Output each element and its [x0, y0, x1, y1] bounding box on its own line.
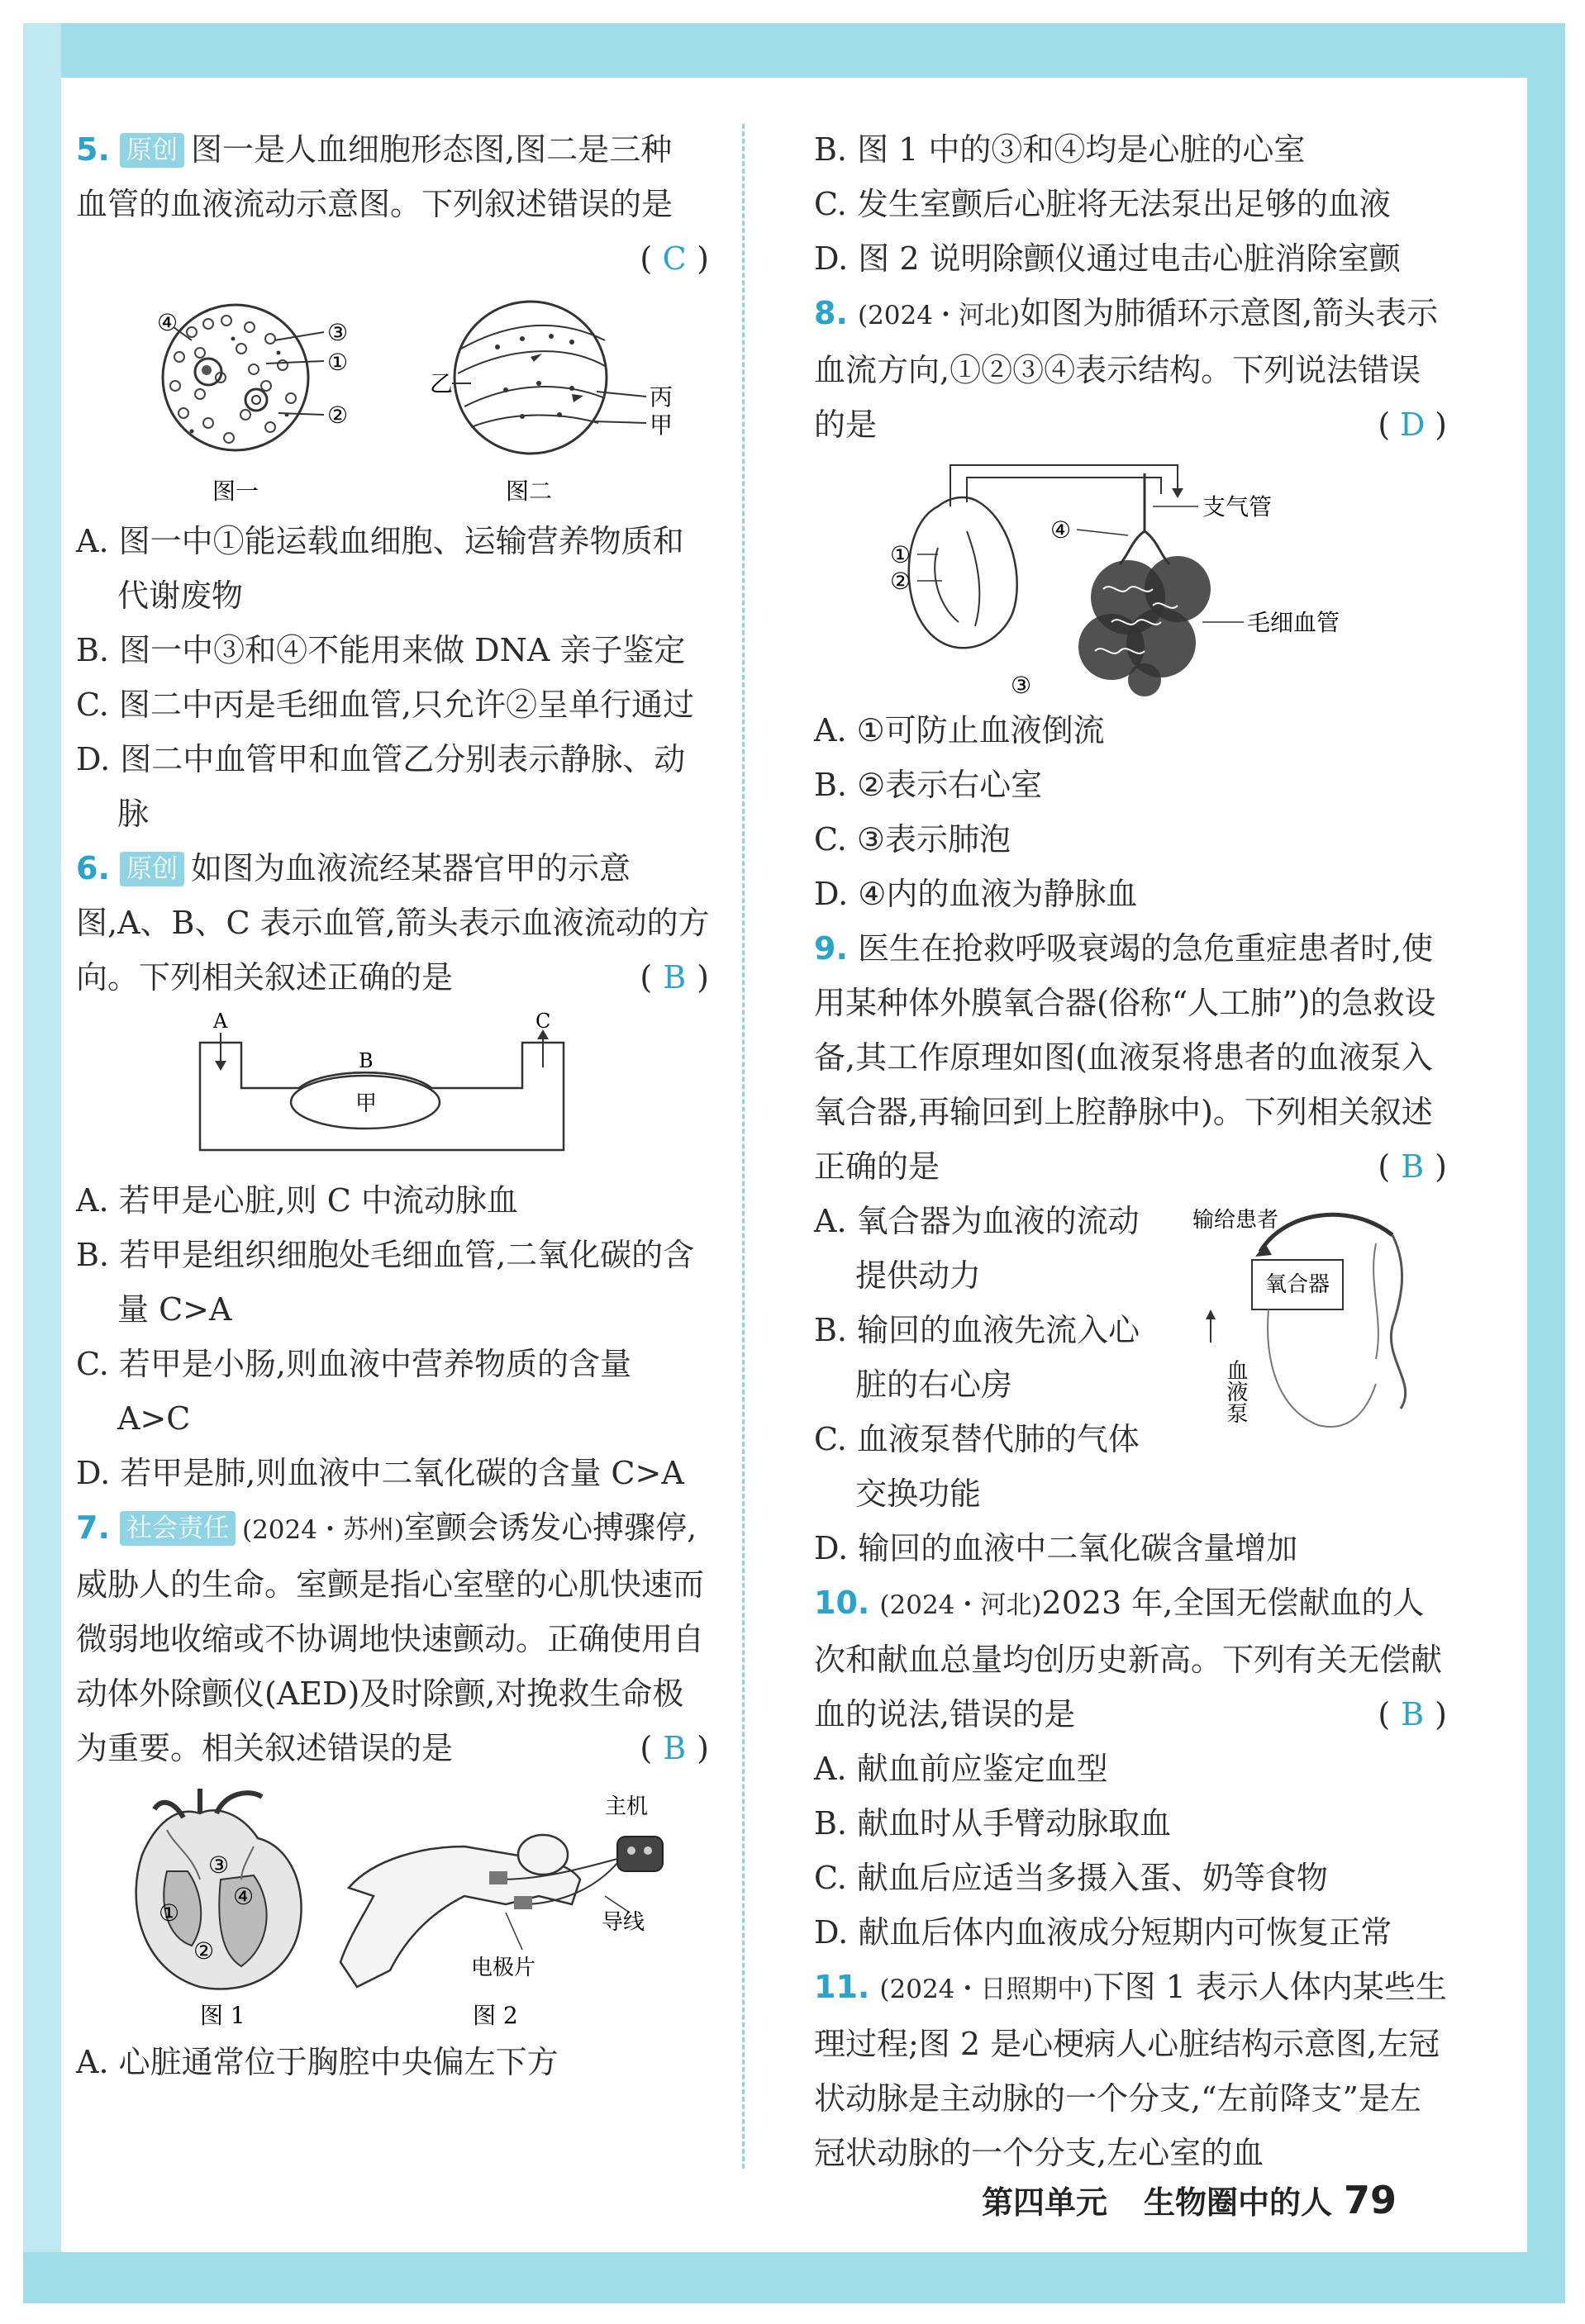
bottom-color-band [23, 2252, 1565, 2303]
label-to-patient: 输给患者 [1192, 1208, 1279, 1233]
option-a: A. 若甲是心脏,则 C 中流动脉血 [76, 1182, 518, 1219]
label-2: ② [327, 402, 349, 429]
question-number: 10. [814, 1585, 870, 1621]
aed-illustration [340, 1794, 663, 2028]
option-a: A. 献血前应鉴定血型 [814, 1751, 1108, 1787]
right-column [814, 122, 1450, 2180]
label-4: ④ [157, 309, 178, 336]
heart-and-aed-figure [76, 1780, 712, 2028]
option-c: C. 发生室颤后心脏将无法泵出足够的血液 [814, 186, 1391, 222]
label-2: ② [193, 1937, 215, 1965]
question-stem: 室颤会诱发心搏骤停,威胁人的生命。室颤是指心室壁的心肌快速而微弱地收缩或不协调地快速颤动。正确使用自动体外除颤仪(AED)及时除颤,对挽救生命极为重要。相关叙述错误的是 [76, 1509, 705, 1766]
lung-capillary-cluster [1078, 556, 1211, 696]
question-number: 6. [76, 850, 110, 886]
answer-value: D [1399, 406, 1426, 443]
question-number: 8. [814, 295, 848, 331]
question-stem: 图一是人血细胞形态图,图二是三种 [190, 131, 673, 168]
label-4: ④ [233, 1883, 255, 1910]
answer-bracket: ( D ) [1378, 397, 1447, 452]
question-stem: 医生在抢救呼吸衰竭的急危重症患者时,使用某种体外膜氧合器(俗称“人工肺”)的急救设备,其工作原理如图(血液泵将患者的血液泵入氧合器,再输回到上腔静脉中)。下列相关叙述正确的是 [814, 930, 1436, 1185]
question-number: 7. [76, 1509, 110, 1546]
answer-bracket: ( B ) [640, 1721, 709, 1775]
label-bing: 丙 [650, 383, 674, 411]
figure-caption: 图 2 [473, 2002, 518, 2028]
answer-bracket: ( B ) [1378, 1139, 1447, 1194]
question-source: (2024・河北) [857, 301, 1021, 330]
footer-unit: 第四单元 [982, 2184, 1108, 2221]
option-c: C. ③表示肺泡 [814, 821, 1011, 858]
label-organ: 甲 [355, 1091, 378, 1116]
answer-value: B [663, 959, 687, 996]
option-d: D. 若甲是肺,则血液中二氧化碳的含量 C>A [76, 1455, 684, 1491]
answer-value: B [1401, 1148, 1425, 1185]
page-footer [982, 2177, 1397, 2222]
left-color-band [23, 23, 61, 2303]
label-2: ② [890, 568, 911, 595]
option-a: A. 图一中①能运载血细胞、运输营养物质和代谢废物 [76, 523, 684, 614]
question-6-figure [76, 1010, 712, 1167]
column-divider [742, 124, 745, 2169]
question-8 [814, 286, 1450, 921]
answer-value: B [663, 1730, 687, 1766]
question-7 [76, 1500, 712, 2089]
top-color-band [23, 23, 1565, 78]
question-source: (2024・河北) [879, 1590, 1042, 1620]
option-b: B. 献血时从手臂动脉取血 [814, 1805, 1172, 1842]
option-c: C. 图二中丙是毛细血管,只允许②呈单行通过 [76, 687, 694, 723]
answer-value: B [1401, 1696, 1425, 1732]
question-number: 9. [814, 930, 848, 967]
question-stem: 2023 年,全国无偿献血的人次和献血总量均创历史新高。下列有关无偿献血的说法,错误的是 [814, 1585, 1443, 1732]
label-c: C [535, 1010, 551, 1033]
pulmonary-circulation-diagram [814, 457, 1450, 696]
label-blood-pump: 血液泵 [1223, 1359, 1248, 1423]
figure-caption: 图 1 [200, 2002, 245, 2028]
option-d: D. 输回的血液中二氧化碳含量增加 [814, 1530, 1298, 1566]
question-7-continued [814, 122, 1450, 286]
label-bronchus: 支气管 [1202, 493, 1273, 520]
option-b: B. 若甲是组织细胞处毛细血管,二氧化碳的含量 C>A [76, 1237, 695, 1328]
label-yi: 乙 [430, 370, 454, 397]
question-9-body [814, 1194, 1450, 1521]
question-source: (2024・日照期中) [879, 1975, 1093, 2004]
blood-cells-and-vessels-figure [76, 291, 712, 507]
question-9 [814, 921, 1450, 1575]
question-number: 11. [814, 1969, 870, 2005]
option-b: B. 输回的血液先流入心脏的右心房 [814, 1312, 1140, 1403]
page-number: 79 [1344, 2178, 1397, 2222]
question-tag: 原创 [120, 852, 184, 886]
question-number: 5. [76, 131, 110, 168]
answer-bracket: ( B ) [1378, 1687, 1447, 1742]
option-d: D. 图二中血管甲和血管乙分别表示静脉、动脉 [76, 741, 686, 832]
blood-vessel-diagram [430, 302, 673, 505]
answer-bracket: ( B ) [640, 950, 709, 1005]
label-3: ③ [208, 1851, 230, 1879]
question-tag: 社会责任 [120, 1511, 236, 1546]
question-7-figure [76, 1780, 712, 2028]
figure-caption: 图一 [212, 478, 259, 505]
option-c: C. 献血后应适当多摄入蛋、奶等食物 [814, 1860, 1328, 1896]
label-4: ④ [1050, 516, 1072, 544]
figure-caption: 图二 [506, 478, 553, 505]
label-3: ③ [1011, 672, 1032, 696]
blood-cell-diagram [157, 305, 348, 505]
question-tag: 原创 [120, 133, 184, 168]
question-stem: 血管的血液流动示意图。下列叙述错误的是 [76, 186, 674, 222]
option-a: A. 心脏通常位于胸腔中央偏左下方 [76, 2044, 559, 2080]
label-wire: 导线 [602, 1910, 645, 1935]
option-d: D. 图 2 说明除颤仪通过电击心脏消除室颤 [814, 240, 1401, 277]
option-c: C. 若甲是小肠,则血液中营养物质的含量 A>C [76, 1346, 631, 1437]
label-3: ③ [327, 319, 349, 346]
option-d: D. ④内的血液为静脉血 [814, 876, 1138, 912]
question-10 [814, 1575, 1450, 1960]
right-color-band [1527, 23, 1565, 2303]
question-stem: 下图 1 表示人体内某些生理过程;图 2 是心梗病人心脏结构示意图,左冠状动脉是主动脉的一个分支,“左前降支”是左冠状动脉的一个分支,左心室的血 [814, 1969, 1447, 2171]
answer-value: C [662, 240, 687, 277]
label-oxygenator: 氧合器 [1265, 1272, 1330, 1297]
heart-illustration [136, 1789, 302, 2028]
label-1: ① [890, 541, 911, 568]
left-column [76, 122, 712, 2089]
label-b: B [359, 1049, 374, 1072]
question-stem: 如图为肺循环示意图,箭头表示血流方向,①②③④表示结构。下列说法错误的是 [814, 295, 1439, 443]
question-9-figure [1186, 1194, 1450, 1458]
label-jia: 甲 [650, 411, 674, 439]
question-11 [814, 1960, 1450, 2180]
label-1: ① [159, 1899, 180, 1927]
organ-blood-flow-diagram [76, 1010, 712, 1167]
option-d: D. 献血后体内血液成分短期内可恢复正常 [814, 1914, 1392, 1951]
option-a: A. ①可防止血液倒流 [814, 712, 1105, 749]
option-b: B. 图一中③和④不能用来做 DNA 亲子鉴定 [76, 632, 686, 668]
label-capillary: 毛细血管 [1247, 609, 1340, 636]
question-5-figure [76, 291, 712, 507]
label-a: A [213, 1010, 228, 1033]
option-a: A. 氧合器为血液的流动提供动力 [814, 1203, 1140, 1294]
question-6 [76, 841, 712, 1500]
question-5 [76, 122, 712, 841]
option-b: B. ②表示右心室 [814, 767, 1043, 803]
question-stem: 如图为血液流经某器官甲的示意图,A、B、C 表示血管,箭头表示血液流动的方向。下列相关叙述正确的是 [76, 850, 710, 996]
label-1: ① [327, 349, 349, 376]
label-electrode: 电极片 [471, 1956, 536, 1980]
question-source: (2024・苏州) [241, 1515, 405, 1545]
question-8-figure [814, 457, 1450, 696]
answer-bracket: ( C ) [640, 231, 709, 286]
option-c: C. 血液泵替代肺的气体交换功能 [814, 1421, 1140, 1512]
footer-title: 生物圈中的人 [1144, 2184, 1333, 2221]
option-b: B. 图 1 中的③和④均是心脏的心室 [814, 131, 1306, 168]
label-host: 主机 [605, 1794, 649, 1819]
ecmo-diagram [1186, 1194, 1450, 1442]
